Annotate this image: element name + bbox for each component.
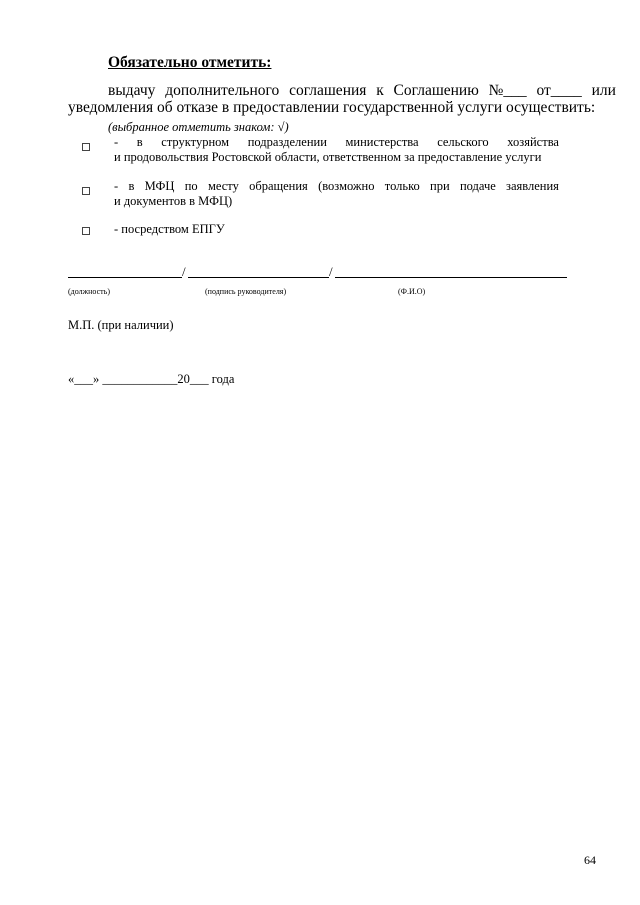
- option-word: -: [114, 179, 119, 193]
- intro-word: к: [376, 82, 384, 99]
- option-mfc-checkbox[interactable]: [82, 187, 90, 195]
- option-word: (возможно: [318, 179, 375, 193]
- option-word: в: [128, 179, 135, 193]
- stamp-note: М.П. (при наличии): [68, 318, 174, 332]
- selection-hint: (выбранное отметить знаком: √): [108, 120, 289, 134]
- option-word: сельского: [437, 135, 489, 149]
- option-word: подразделении: [247, 135, 327, 149]
- intro-line-1: [108, 82, 616, 100]
- date-line: «___» ____________20___ года: [68, 372, 235, 386]
- intro-word: или: [591, 82, 616, 99]
- option-word: структурном: [161, 135, 230, 149]
- option-word: только: [384, 179, 420, 193]
- position-caption: (должность): [68, 287, 110, 296]
- option-epgu-checkbox[interactable]: [82, 227, 90, 235]
- signature-caption: (подпись руководителя): [205, 287, 287, 296]
- option-word: обращения: [249, 179, 308, 193]
- option-word: -: [114, 135, 119, 149]
- intro-word: дополнительного: [165, 82, 280, 99]
- option-word: месту: [207, 179, 239, 193]
- option-word: в: [136, 135, 143, 149]
- intro-word: от____: [536, 82, 582, 99]
- option-structural-unit-line-1: [114, 135, 559, 150]
- signature-line: [188, 277, 329, 278]
- intro-word: Соглашению: [393, 82, 479, 99]
- full-name-caption: (Ф.И.О): [398, 287, 426, 296]
- full-name-line: [335, 277, 567, 278]
- heading: Обязательно отметить:: [108, 54, 272, 71]
- option-epgu-label: - посредством ЕПГУ: [114, 222, 225, 236]
- option-word: заявления: [506, 179, 559, 193]
- option-word: подаче: [459, 179, 496, 193]
- option-word: МФЦ: [144, 179, 175, 193]
- intro-word: соглашения: [289, 82, 367, 99]
- intro-word: выдачу: [108, 82, 156, 99]
- option-word: министерства: [345, 135, 419, 149]
- option-word: хозяйства: [507, 135, 559, 149]
- option-word: при: [430, 179, 450, 193]
- intro-word: №___: [488, 82, 527, 99]
- position-line: [68, 277, 182, 278]
- option-word: по: [184, 179, 198, 193]
- option-mfc-line-1: [114, 179, 559, 194]
- intro-line-2: уведомления об отказе в предоставлении государственной услуги осуществить:: [68, 99, 596, 116]
- option-mfc-line-2: и документов в МФЦ): [114, 194, 233, 208]
- option-structural-unit-checkbox[interactable]: [82, 143, 90, 151]
- signature-slash: /: [182, 264, 186, 279]
- signature-slash: /: [329, 264, 333, 279]
- option-structural-unit-line-2: и продовольствия Ростовской области, ответственном за предоставление услуги: [114, 150, 542, 164]
- page-number: 64: [584, 853, 596, 867]
